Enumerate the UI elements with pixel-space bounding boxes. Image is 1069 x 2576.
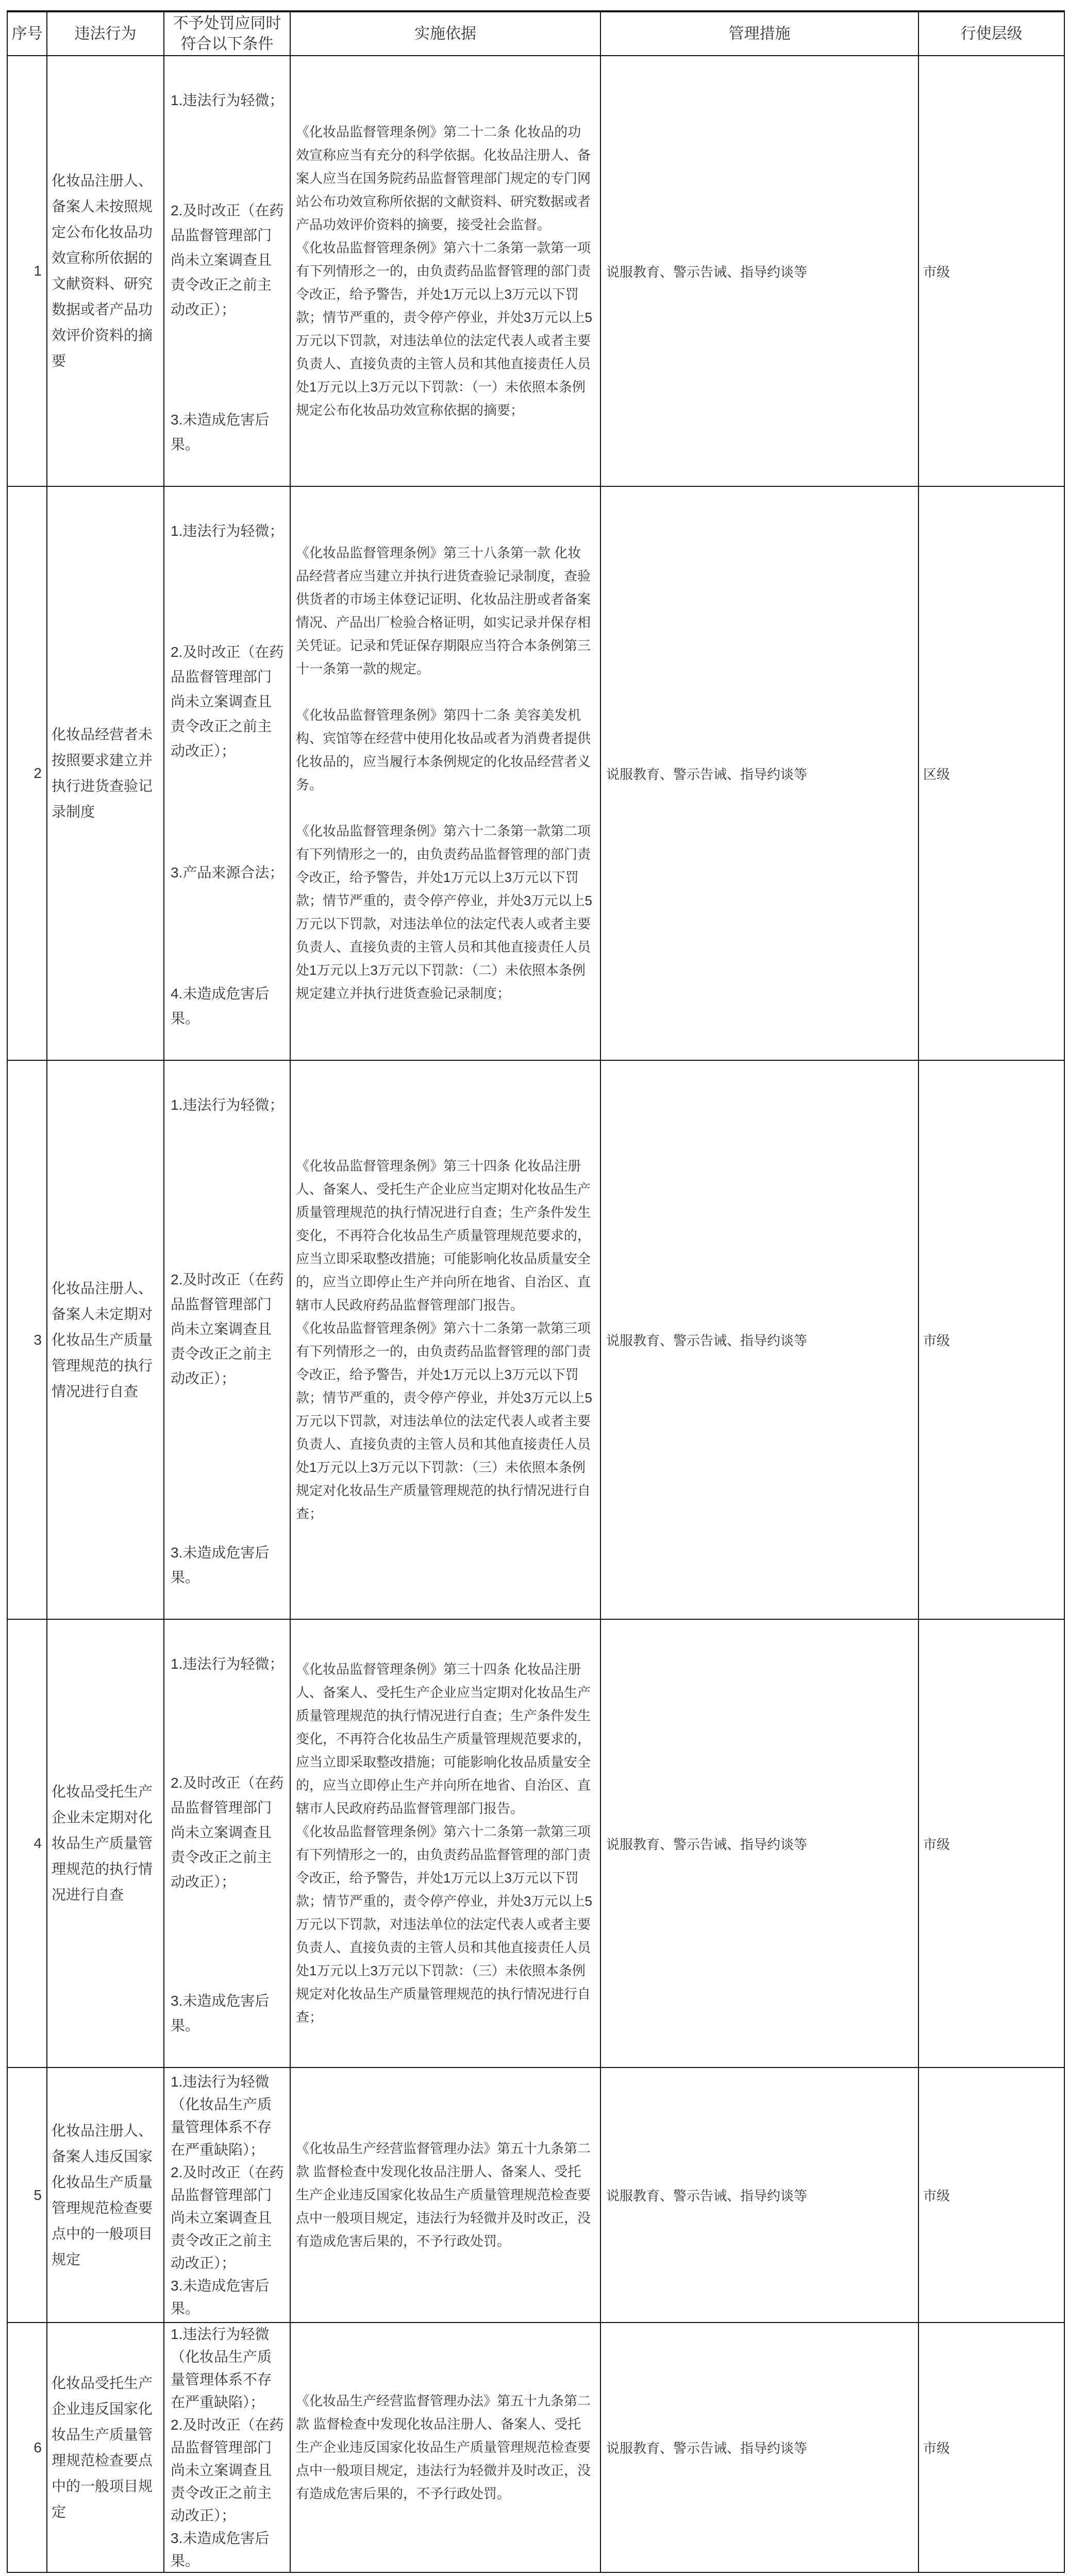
violation-cell	[47, 2323, 164, 2573]
measures-text: 说服教育、警示告诫、指导约谈等	[606, 1333, 808, 1348]
level-text: 市级	[923, 2188, 950, 2204]
basis-paragraph: 《化妆品监督管理条例》第三十四条 化妆品注册人、备案人、受托生产企业应当定期对化妆品生产质量管理规范的执行情况进行自查；生产条件发生变化，不再符合化妆品生产质量管理规范要求的，应当立即采取整改措施；可能影响化妆品质量安全的，应当立即停止生产并向所在地省、自治区、直辖市人民政府药品监督管理部门报告。	[296, 1662, 591, 1816]
header-no: 序号	[8, 12, 47, 56]
level-cell	[919, 2068, 1065, 2323]
level-cell	[919, 56, 1065, 487]
measures-cell	[601, 1620, 919, 2068]
condition-item: 1.违法行为轻微（化妆品生产质量管理体系不存在严重缺陷）；	[171, 2073, 272, 2158]
violation-text: 化妆品注册人、备案人未定期对化妆品生产质量管理规范的执行情况进行自查	[52, 1280, 153, 1399]
violation-text: 化妆品注册人、备案人违反国家化妆品生产质量管理规范检查要点中的一般项目规定	[52, 2122, 153, 2267]
level-text: 区级	[923, 766, 950, 782]
basis-paragraph: 《化妆品监督管理条例》第二十二条 化妆品的功效宣称应当有充分的科学依据。化妆品注册人、备案人应当在国务院药品监督管理部门规定的专门网站公布功效宣称所依据的文献资料、研究数据或者产品功效评价资料的摘要，接受社会监督。	[296, 124, 591, 232]
row-number-cell: 2	[8, 487, 47, 1061]
condition-item: 2.及时改正（在药品监督管理部门尚未立案调查且责令改正之前主动改正）；	[171, 1775, 284, 1890]
table-row	[8, 56, 1065, 487]
condition-item: 3.未造成危害后果。	[171, 1993, 270, 2033]
header-conditions: 不予处罚应同时符合以下条件	[164, 12, 291, 56]
violation-text: 化妆品受托生产企业违反国家化妆品生产质量管理规范检查要点中的一般项目规定	[52, 2375, 153, 2520]
basis-cell	[291, 1620, 601, 2068]
measures-text: 说服教育、警示告诫、指导约谈等	[606, 766, 808, 782]
violation-cell	[47, 2068, 164, 2323]
condition-item: 3.产品来源合法；	[171, 864, 284, 880]
level-cell	[919, 2323, 1065, 2573]
conditions-cell	[164, 1061, 291, 1620]
row-number-cell: 1	[8, 56, 47, 487]
conditions-cell	[164, 2068, 291, 2323]
condition-item: 2.及时改正（在药品监督管理部门尚未立案调查且责令改正之前主动改正）；	[171, 1271, 284, 1386]
header-level: 行使层级	[919, 12, 1065, 56]
table-row	[8, 1061, 1065, 1620]
condition-item: 2.及时改正（在药品监督管理部门尚未立案调查且责令改正之前主动改正）；	[171, 2416, 284, 2523]
condition-item: 1.违法行为轻微；	[171, 92, 284, 108]
basis-paragraph: 《化妆品监督管理条例》第三十八条第一款 化妆品经营者应当建立并执行进货查验记录制度，查验供货者的市场主体登记证明、化妆品注册或者备案情况、产品出厂检验合格证明，如实记录并保存相关凭证。记录和凭证保存期限应当符合本条例第三十一条第一款的规定。	[296, 545, 591, 676]
level-text: 市级	[923, 1836, 950, 1852]
violation-text: 化妆品受托生产企业未定期对化妆品生产质量管理规范的执行情况进行自查	[52, 1784, 153, 1903]
condition-item: 2.及时改正（在药品监督管理部门尚未立案调查且责令改正之前主动改正）；	[171, 644, 284, 759]
measures-cell	[601, 56, 919, 487]
conditions-cell	[164, 2323, 291, 2573]
level-cell	[919, 1061, 1065, 1620]
basis-paragraph: 《化妆品监督管理条例》第六十二条第一款第三项 有下列情形之一的，由负责药品监督管理的部门责令改正，给予警告，并处1万元以上3万元以下罚款；情节严重的，责令停产停业，并处3万元以上5万元以下罚款，对违法单位的法定代表人或者主要负责人、直接负责的主管人员和其他直接责任人员处1万元以上3万元以下罚款：（三）未依照本条例规定对化妆品生产质量管理规范的执行情况进行自查；	[296, 1320, 592, 1521]
basis-paragraph: 《化妆品监督管理条例》第四十二条 美容美发机构、宾馆等在经营中使用化妆品或者为消费者提供化妆品的，应当履行本条例规定的化妆品经营者义务。	[296, 707, 591, 792]
violation-text: 化妆品经营者未按照要求建立并执行进货查验记录制度	[52, 726, 153, 820]
condition-item: 2.及时改正（在药品监督管理部门尚未立案调查且责令改正之前主动改正）；	[171, 202, 284, 317]
basis-cell	[291, 56, 601, 487]
basis-paragraph: 《化妆品监督管理条例》第三十四条 化妆品注册人、备案人、受托生产企业应当定期对化妆品生产质量管理规范的执行情况进行自查；生产条件发生变化，不再符合化妆品生产质量管理规范要求的，应当立即采取整改措施；可能影响化妆品质量安全的，应当立即停止生产并向所在地省、自治区、直辖市人民政府药品监督管理部门报告。	[296, 1158, 591, 1313]
basis-cell	[291, 487, 601, 1061]
basis-paragraph: 《化妆品监督管理条例》第六十二条第一款第二项 有下列情形之一的，由负责药品监督管理的部门责令改正，给予警告，并处1万元以上3万元以下罚款；情节严重的，责令停产停业，并处3万元以上5万元以下罚款，对违法单位的法定代表人或者主要负责人、直接负责的主管人员和其他直接责任人员处1万元以上3万元以下罚款：（二）未依照本条例规定建立并执行进货查验记录制度；	[296, 823, 592, 1001]
violation-cell	[47, 56, 164, 487]
measures-cell	[601, 2068, 919, 2323]
basis-paragraph: 《化妆品监督管理条例》第六十二条第一款第三项 有下列情形之一的，由负责药品监督管理的部门责令改正，给予警告，并处1万元以上3万元以下罚款；情节严重的，责令停产停业，并处3万元以上5万元以下罚款，对违法单位的法定代表人或者主要负责人、直接负责的主管人员和其他直接责任人员处1万元以上3万元以下罚款：（三）未依照本条例规定对化妆品生产质量管理规范的执行情况进行自查；	[296, 1824, 592, 2025]
level-text: 市级	[923, 1333, 950, 1348]
violation-cell	[47, 1061, 164, 1620]
conditions-cell	[164, 56, 291, 487]
table-row	[8, 487, 1065, 1061]
table-row	[8, 2323, 1065, 2573]
header-behavior: 违法行为	[47, 12, 164, 56]
table-row	[8, 1620, 1065, 2068]
penalty-exemption-table	[7, 10, 1065, 2573]
condition-item: 1.违法行为轻微；	[171, 1097, 284, 1113]
basis-cell	[291, 1061, 601, 1620]
condition-item: 1.违法行为轻微（化妆品生产质量管理体系不存在严重缺陷）；	[171, 2326, 272, 2410]
condition-item: 1.违法行为轻微；	[171, 1656, 284, 1672]
measures-text: 说服教育、警示告诫、指导约谈等	[606, 2441, 808, 2456]
row-number-cell: 3	[8, 1061, 47, 1620]
table-row	[8, 2068, 1065, 2323]
level-text: 市级	[923, 264, 950, 280]
level-cell	[919, 1620, 1065, 2068]
measures-text: 说服教育、警示告诫、指导约谈等	[606, 2188, 808, 2204]
measures-cell	[601, 487, 919, 1061]
condition-item: 1.违法行为轻微；	[171, 523, 284, 539]
violation-cell	[47, 487, 164, 1061]
condition-item: 3.未造成危害后果。	[171, 412, 270, 452]
level-cell	[919, 487, 1065, 1061]
conditions-cell	[164, 487, 291, 1061]
condition-item: 3.未造成危害后果。	[171, 2530, 270, 2569]
basis-paragraph: 《化妆品监督管理条例》第六十二条第一款第一项 有下列情形之一的，由负责药品监督管理的部门责令改正，给予警告，并处1万元以上3万元以下罚款；情节严重的，责令停产停业，并处3万元以上5万元以下罚款，对违法单位的法定代表人或者主要负责人、直接负责的主管人员和其他直接责任人员处1万元以上3万元以下罚款：（一）未依照本条例规定公布化妆品功效宣称依据的摘要；	[296, 240, 592, 418]
level-text: 市级	[923, 2441, 950, 2456]
basis-cell	[291, 2323, 601, 2573]
row-number-cell: 4	[8, 1620, 47, 2068]
measures-text: 说服教育、警示告诫、指导约谈等	[606, 264, 808, 280]
condition-item: 3.未造成危害后果。	[171, 1545, 270, 1585]
header-measures: 管理措施	[601, 12, 919, 56]
row-number-cell: 5	[8, 2068, 47, 2323]
condition-item: 3.未造成危害后果。	[171, 2277, 270, 2316]
basis-cell	[291, 2068, 601, 2323]
conditions-cell	[164, 1620, 291, 2068]
table-header-row	[8, 12, 1065, 56]
violation-cell	[47, 1620, 164, 2068]
basis-paragraph: 《化妆品生产经营监督管理办法》第五十九条第二款 监督检查中发现化妆品注册人、备案人、受托生产企业违反国家化妆品生产质量管理规范检查要点中一般项目规定，违法行为轻微并及时改正，没有造成危害后果的，不予行政处罚。	[296, 2141, 591, 2249]
measures-cell	[601, 1061, 919, 1620]
header-basis: 实施依据	[291, 12, 601, 56]
condition-item: 2.及时改正（在药品监督管理部门尚未立案调查且责令改正之前主动改正）；	[171, 2164, 284, 2271]
condition-item: 4.未造成危害后果。	[171, 985, 270, 1026]
violation-text: 化妆品注册人、备案人未按照规定公布化妆品功效宣称所依据的文献资料、研究数据或者产品功效评价资料的摘要	[52, 173, 153, 369]
basis-paragraph: 《化妆品生产经营监督管理办法》第五十九条第二款 监督检查中发现化妆品注册人、备案人、受托生产企业违反国家化妆品生产质量管理规范检查要点中一般项目规定，违法行为轻微并及时改正，没有造成危害后果的，不予行政处罚。	[296, 2393, 591, 2501]
measures-cell	[601, 2323, 919, 2573]
measures-text: 说服教育、警示告诫、指导约谈等	[606, 1836, 808, 1852]
row-number-cell: 6	[8, 2323, 47, 2573]
